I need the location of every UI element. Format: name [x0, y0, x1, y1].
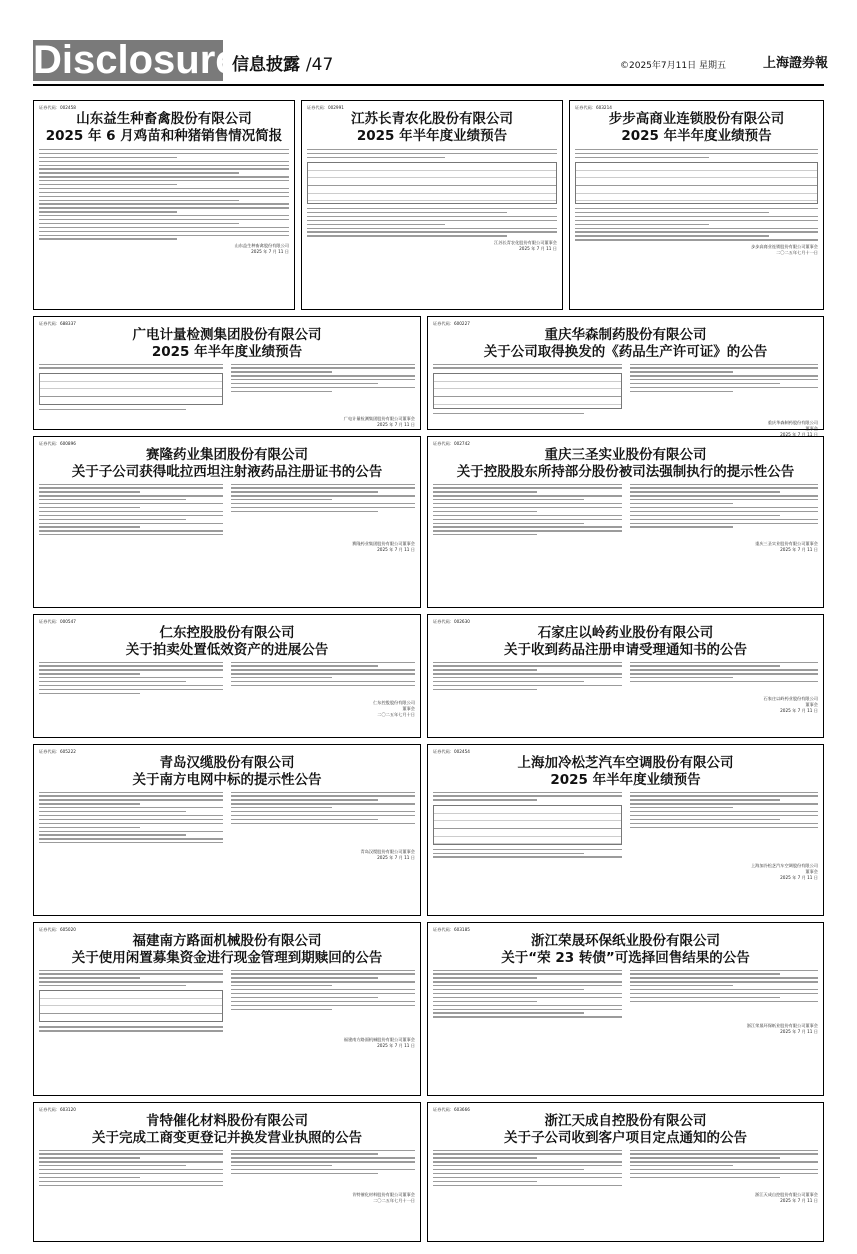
announcement-title: 关于收到药品注册申请受理通知书的公告 — [504, 642, 747, 658]
company-name: 浙江天成自控股份有限公司 — [544, 1113, 707, 1129]
announcement-body — [39, 967, 415, 1034]
masthead-rule — [33, 84, 824, 86]
company-name: 肯特催化材料股份有限公司 — [146, 1113, 308, 1129]
announcement-title: 关于控股股东所持部分股份被司法强制执行的提示性公告 — [456, 464, 795, 480]
announcement — [427, 436, 824, 608]
announcement-body — [39, 149, 289, 240]
signature: 福建南方路面机械股份有限公司董事会 2025 年 7 月 11 日 — [343, 1037, 415, 1049]
signature: 肯特催化材料股份有限公司董事会 二〇二五年七月十一日 — [352, 1191, 415, 1203]
stock-code-line: 证券代码：603666 — [433, 1107, 470, 1112]
announcement — [427, 614, 824, 738]
stock-code-line: 证券代码：600896 — [39, 441, 76, 446]
stock-code-line: 证券代码：002630 — [433, 619, 470, 624]
signature: 浙江荣晟环保纸业股份有限公司董事会 2025 年 7 月 11 日 — [746, 1023, 818, 1035]
signature: 浙江天成自控股份有限公司董事会 2025 年 7 月 11 日 — [755, 1191, 818, 1203]
announcement-body — [433, 659, 818, 693]
stock-code-line: 证券代码：688337 — [39, 321, 76, 326]
company-name: 赛隆药业集团股份有限公司 — [146, 447, 308, 463]
announcement-title: 关于完成工商变更登记并换发营业执照的公告 — [92, 1130, 362, 1146]
company-name: 步步高商业连锁股份有限公司 — [608, 111, 785, 127]
announcement-title: 关于子公司收到客户项目定点通知的公告 — [504, 1130, 747, 1146]
announcement — [33, 1102, 421, 1242]
announcement-title: 关于“荣 23 转债”可选择回售结果的公告 — [501, 950, 750, 966]
stock-code-line: 证券代码：605020 — [39, 927, 76, 932]
announcement — [33, 100, 295, 310]
announcement — [301, 100, 563, 310]
newspaper-name: 上海證券報 — [763, 56, 829, 71]
stock-code-line: 证券代码：600227 — [433, 321, 470, 326]
disclosure-logo: Disclosure — [33, 38, 238, 82]
signature: 重庆三圣实业股份有限公司董事会 2025 年 7 月 11 日 — [755, 541, 818, 553]
masthead — [0, 0, 857, 90]
announcement-body — [39, 361, 415, 413]
stock-code-line: 证券代码：603120 — [39, 1107, 76, 1112]
signature: 石家庄以岭药业股份有限公司 董事会 2025 年 7 月 11 日 — [763, 695, 818, 713]
announcement-body — [39, 659, 415, 697]
stock-code-line: 证券代码：002458 — [39, 105, 76, 110]
company-name: 上海加冷松芝汽车空调股份有限公司 — [517, 755, 734, 771]
announcement-body — [433, 1147, 818, 1189]
signature: 广电计量检测集团股份有限公司董事会 2025 年 7 月 11 日 — [343, 415, 415, 427]
announcement-body — [39, 789, 415, 846]
announcement — [33, 614, 421, 738]
announcement-title: 2025 年 6 月鸡苗和种猪销售情况简报 — [45, 128, 283, 144]
announcement-title: 2025 年半年度业绩预告 — [621, 128, 772, 144]
company-name: 广电计量检测集团股份有限公司 — [132, 327, 322, 343]
announcement — [427, 744, 824, 916]
section-title — [232, 50, 333, 75]
signature: 步步高商业连锁股份有限公司董事会 二〇二五年七月十一日 — [750, 243, 818, 255]
company-name: 浙江荣晟环保纸业股份有限公司 — [531, 933, 720, 949]
announcement-title: 2025 年半年度业绩预告 — [550, 772, 701, 788]
signature: 赛隆药业集团股份有限公司董事会 2025 年 7 月 11 日 — [352, 541, 415, 553]
data-table — [307, 162, 557, 204]
announcement-body — [433, 967, 818, 1020]
company-name: 仁东控股股份有限公司 — [159, 625, 295, 641]
stock-code-line: 证券代码：002742 — [433, 441, 470, 446]
signature: 江苏长青农化股份有限公司董事会 2025 年 7 月 11 日 — [494, 239, 557, 251]
announcement-title: 关于公司取得换发的《药品生产许可证》的公告 — [483, 344, 768, 360]
company-name: 石家庄以岭药业股份有限公司 — [537, 625, 714, 641]
signature: 山东益生种畜禽股份有限公司 2025 年 7 月 11 日 — [234, 242, 289, 254]
announcement-body — [433, 789, 818, 860]
stock-code-line: 证券代码：603185 — [433, 927, 470, 932]
issue-date: ©2025年7月11日 星期五 — [620, 61, 726, 71]
page-number: /47 — [305, 55, 334, 75]
signature: 重庆华森制药股份有限公司 董事会 2025 年 7 月 11 日 — [767, 419, 818, 437]
company-name: 青岛汉缆股份有限公司 — [159, 755, 295, 771]
signature: 仁东控股股份有限公司 董事会 二〇二五年七月十日 — [373, 699, 415, 717]
announcement — [33, 744, 421, 916]
stock-code-line: 证券代码：002454 — [433, 749, 470, 754]
announcement — [33, 316, 421, 430]
announcement — [427, 922, 824, 1096]
signature: 青岛汉缆股份有限公司董事会 2025 年 7 月 11 日 — [360, 849, 415, 861]
stock-code-line: 证券代码：605222 — [39, 749, 76, 754]
announcement-title: 关于使用闲置募集资金进行现金管理到期赎回的公告 — [71, 950, 383, 966]
company-name: 江苏长青农化股份有限公司 — [351, 111, 513, 127]
announcement-title: 关于子公司获得吡拉西坦注射液药品注册证书的公告 — [71, 464, 383, 480]
stock-code-line: 证券代码：603214 — [575, 105, 612, 110]
stock-code-line: 证券代码：002991 — [307, 105, 344, 110]
company-name: 重庆三圣实业股份有限公司 — [544, 447, 707, 463]
announcement — [33, 436, 421, 608]
signature: 上海加冷松芝汽车空调股份有限公司 董事会 2025 年 7 月 11 日 — [750, 863, 818, 881]
section-name: 信息披露 — [232, 55, 300, 75]
announcement — [427, 1102, 824, 1242]
data-table — [575, 162, 818, 204]
stock-code-line: 证券代码：000547 — [39, 619, 76, 624]
company-name: 山东益生种畜禽股份有限公司 — [76, 111, 252, 127]
announcement-body — [433, 361, 818, 417]
company-name: 重庆华森制药股份有限公司 — [544, 327, 707, 343]
announcement-body — [39, 1147, 415, 1189]
announcement-title: 2025 年半年度业绩预告 — [151, 344, 303, 360]
announcement-title: 2025 年半年度业绩预告 — [356, 128, 508, 144]
announcement — [427, 316, 824, 437]
announcement-body — [39, 481, 415, 538]
announcement-title: 关于南方电网中标的提示性公告 — [132, 772, 322, 788]
announcement-body — [433, 481, 818, 538]
announcement-body — [307, 149, 557, 237]
announcement-title: 关于拍卖处置低效资产的进展公告 — [125, 642, 329, 658]
announcement — [569, 100, 824, 310]
announcement — [33, 922, 421, 1096]
announcement-body — [575, 149, 818, 241]
company-name: 福建南方路面机械股份有限公司 — [132, 933, 322, 949]
